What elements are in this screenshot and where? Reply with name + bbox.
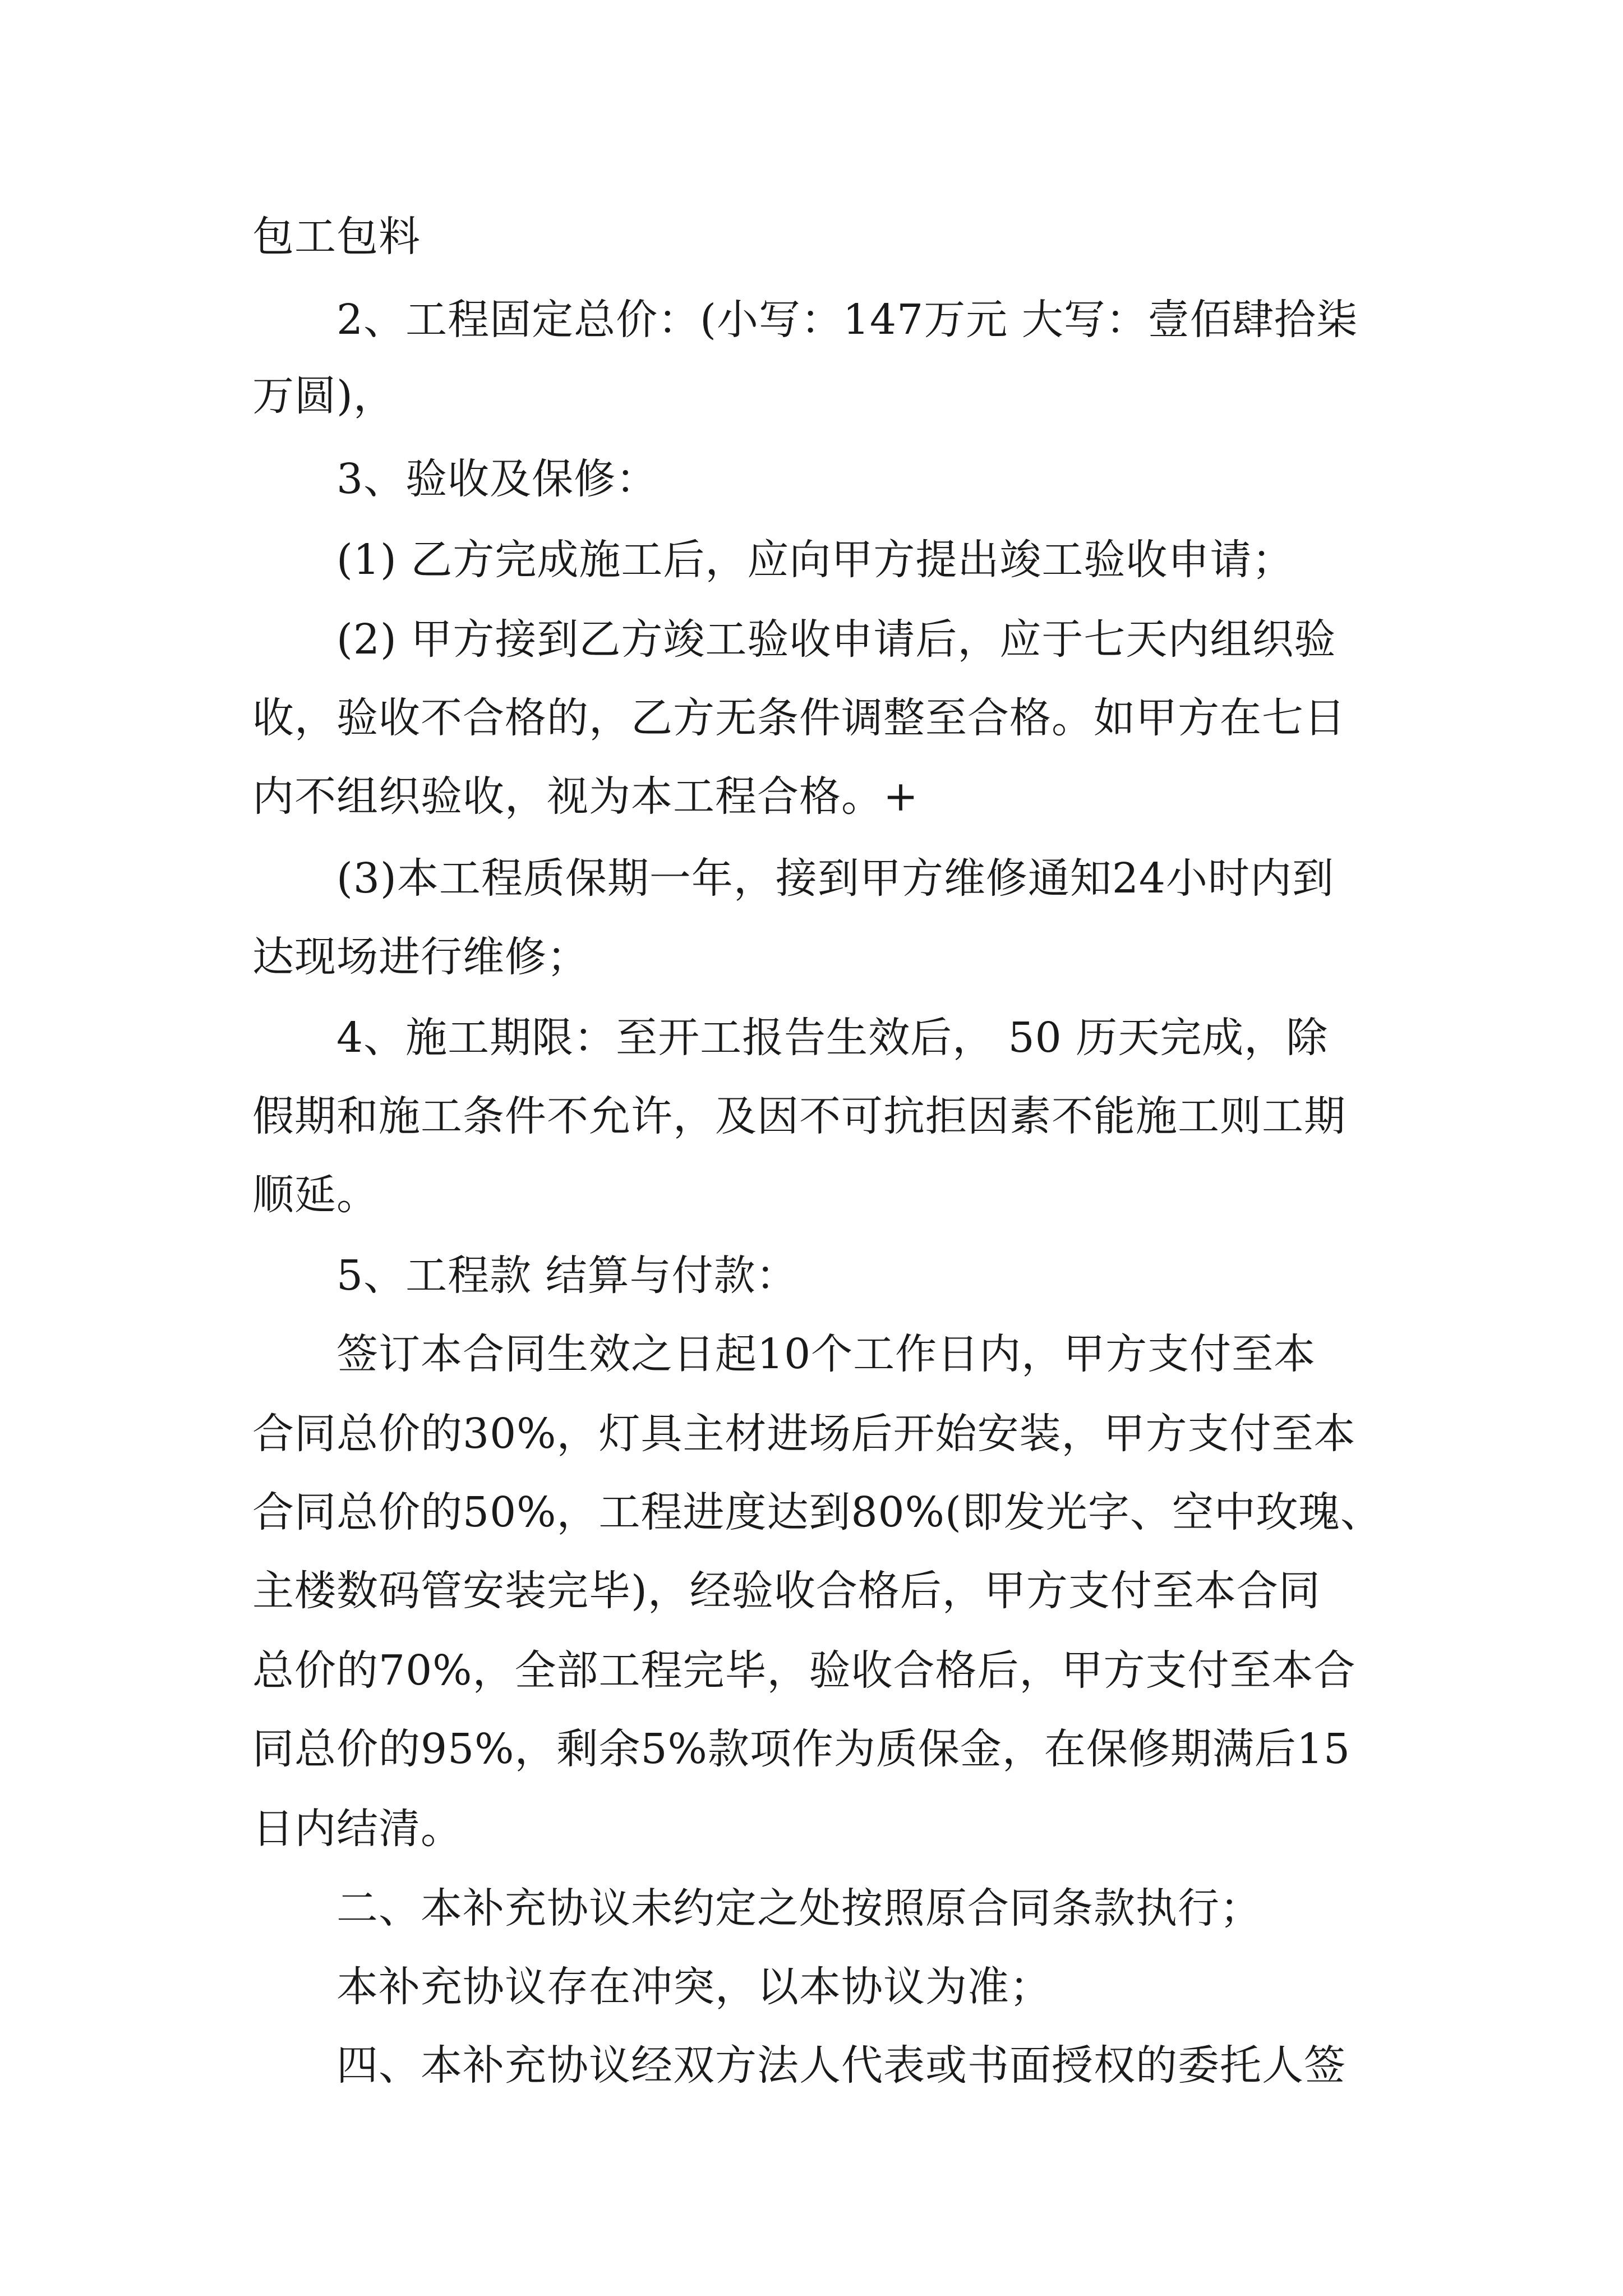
- text-line: 总价的70%，全部工程完毕，验收合格后，甲方支付至本合: [252, 1646, 1356, 1695]
- text-line: 二、本补充协议未约定之处按照原合同条款执行；: [336, 1884, 1262, 1932]
- text-line: 本补充协议存在冲突，以本协议为准；: [336, 1963, 1052, 2011]
- text-line: 合同总价的50%，工程进度达到80%(即发光字、空中玫瑰、: [252, 1488, 1382, 1536]
- text-line: (3)本工程质保期一年，接到甲方维修通知24小时内到: [336, 854, 1334, 903]
- text-line: 2、工程固定总价：(小写：147万元 大写：壹佰肆拾柒: [336, 296, 1358, 344]
- text-line: 顺延。: [252, 1171, 379, 1219]
- text-line: 4、施工期限：至开工报告生效后， 50 历天完成，除: [336, 1014, 1329, 1062]
- text-line: 四、本补充协议经双方法人代表或书面授权的委托人签: [336, 2041, 1346, 2090]
- text-line: 内不组织验收，视为本工程合格。+: [252, 772, 919, 821]
- text-line: 日内结清。: [252, 1805, 463, 1853]
- text-line: 3、验收及保修：: [336, 455, 658, 503]
- text-line: 包工包料: [252, 213, 421, 261]
- text-line: 达现场进行维修；: [252, 933, 589, 981]
- text-line: 5、工程款 结算与付款：: [336, 1251, 798, 1300]
- text-line: 收，验收不合格的，乙方无条件调整至合格。如甲方在七日: [252, 694, 1346, 742]
- text-line: 合同总价的30%，灯具主材进场后开始安装，甲方支付至本: [252, 1410, 1356, 1458]
- text-line: 主楼数码管安装完毕)，经验收合格后，甲方支付至本合同: [252, 1567, 1321, 1615]
- text-line: 签订本合同生效之日起10个工作日内，甲方支付至本: [336, 1330, 1316, 1378]
- text-line: 万圆)，: [252, 372, 395, 420]
- text-line: (1) 乙方完成施工后，应向甲方提出竣工验收申请；: [336, 536, 1294, 584]
- text-line: 假期和施工条件不允许，及因不可抗拒因素不能施工则工期: [252, 1092, 1346, 1140]
- text-line: 同总价的95%，剩余5%款项作为质保金，在保修期满后15: [252, 1725, 1351, 1773]
- text-line: (2) 甲方接到乙方竣工验收申请后，应于七天内组织验: [336, 615, 1336, 664]
